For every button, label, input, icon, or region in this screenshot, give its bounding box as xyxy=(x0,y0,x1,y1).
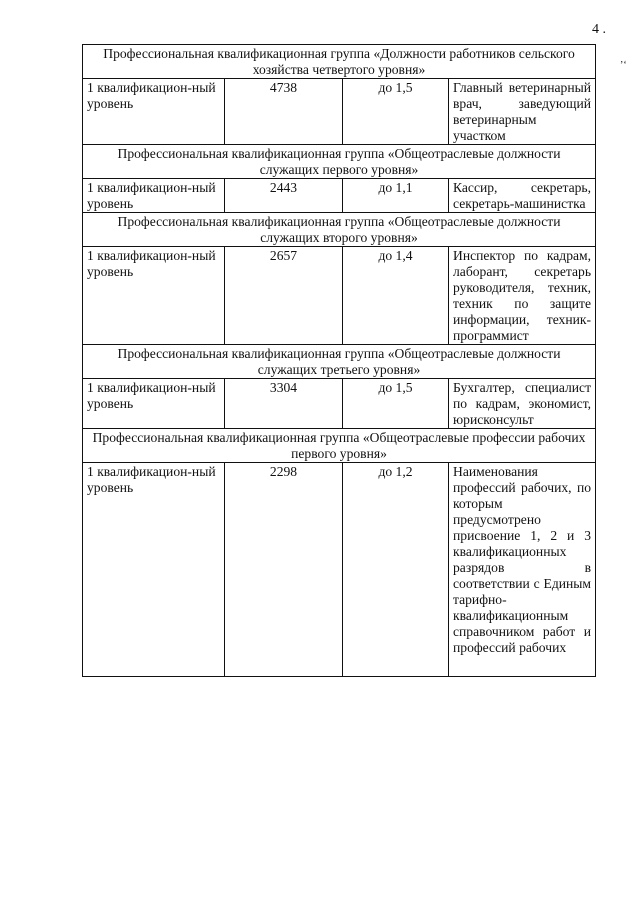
page-number: 4 . xyxy=(592,22,606,37)
table-row xyxy=(83,179,596,213)
table-row xyxy=(83,79,596,145)
positions-text: Кассир, секретарь, секретарь-машинистка xyxy=(449,179,596,213)
coefficient-value: до 1,2 xyxy=(343,463,449,677)
qualification-level: 1 квалификацион-ный уровень xyxy=(83,79,225,145)
salary-value: 4738 xyxy=(225,79,343,145)
coefficient-value: до 1,5 xyxy=(343,379,449,429)
group-title: Профессиональная квалификационная группа «Общеотраслевые должности служащих второго уровня» xyxy=(83,213,596,247)
coefficient-value: до 1,1 xyxy=(343,179,449,213)
group-header-row xyxy=(83,45,596,79)
qualification-level: 1 квалификацион-ный уровень xyxy=(83,179,225,213)
group-title: Профессиональная квалификационная группа «Должности работников сельского хозяйства четвертого уровня» xyxy=(83,45,596,79)
group-title: Профессиональная квалификационная группа «Общеотраслевые должности служащих третьего уровня» xyxy=(83,345,596,379)
salary-value: 3304 xyxy=(225,379,343,429)
table-row xyxy=(83,379,596,429)
qualification-level: 1 квалификацион-ный уровень xyxy=(83,379,225,429)
coefficient-value: до 1,5 xyxy=(343,79,449,145)
qualification-level: 1 квалификацион-ный уровень xyxy=(83,247,225,345)
margin-mark: ’‘ xyxy=(620,60,627,71)
group-title: Профессиональная квалификационная группа «Общеотраслевые должности служащих первого уровня» xyxy=(83,145,596,179)
table-row xyxy=(83,463,596,677)
group-header-row xyxy=(83,145,596,179)
salary-value: 2443 xyxy=(225,179,343,213)
group-header-row xyxy=(83,345,596,379)
positions-text: Бухгалтер, специалист по кадрам, экономист, юрисконсульт xyxy=(449,379,596,429)
salary-value: 2657 xyxy=(225,247,343,345)
positions-text: Главный ветеринарный врач, заведующий ветеринарным участком xyxy=(449,79,596,145)
positions-text: Наименования профессий рабочих, по которым предусмотрено присвоение 1, 2 и 3 квалификационных разрядов в соответствии с Единым тарифно-квалификационным справочником работ и профессий рабочих xyxy=(449,463,596,677)
group-header-row xyxy=(83,429,596,463)
positions-text: Инспектор по кадрам, лаборант, секретарь руководителя, техник, техник по защите информации, техник-программист xyxy=(449,247,596,345)
coefficient-value: до 1,4 xyxy=(343,247,449,345)
qualification-table xyxy=(82,44,596,677)
group-header-row xyxy=(83,213,596,247)
salary-value: 2298 xyxy=(225,463,343,677)
table-row xyxy=(83,247,596,345)
group-title: Профессиональная квалификационная группа «Общеотраслевые профессии рабочих первого уровня» xyxy=(83,429,596,463)
qualification-level: 1 квалификацион-ный уровень xyxy=(83,463,225,677)
